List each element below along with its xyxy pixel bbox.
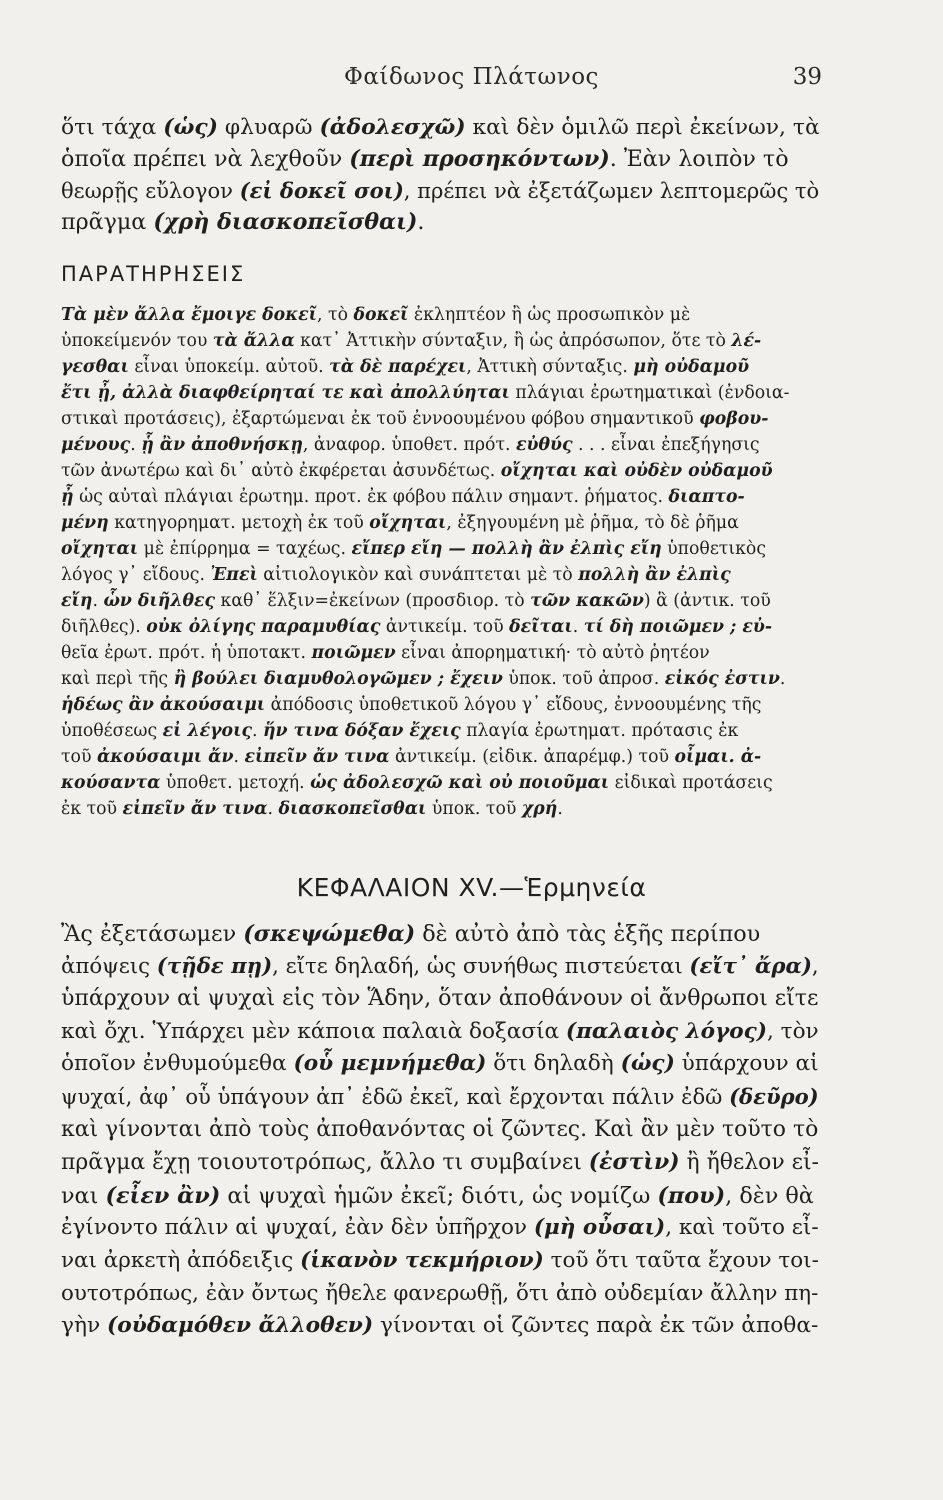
- text-segment: ) ἃ (ἀντικ. τοῦ: [643, 591, 771, 611]
- text-line: [61, 918, 823, 951]
- text-line: [61, 1278, 823, 1311]
- text-segment: ἀντικείμ. (εἰδικ. ἀπαρέμφ.) τοῦ: [389, 747, 675, 767]
- greek-original-term: ἀκούσαιμι ἄν: [96, 747, 234, 767]
- text-segment: ἐκληπτέον ἢ ὡς προσωπικὸν μὲ: [408, 305, 691, 325]
- running-title: Φαίδωνος Πλάτωνος: [344, 64, 599, 90]
- text-line: [61, 1048, 823, 1081]
- text-segment: .: [557, 799, 563, 819]
- text-line: [61, 1245, 823, 1278]
- text-line: [61, 718, 823, 744]
- greek-original-term: (εἶεν ἂν): [105, 1182, 221, 1209]
- text-segment: .: [92, 591, 104, 611]
- greek-original-term: γεσθαι: [61, 357, 129, 377]
- text-segment: γίνονται οἱ ζῶντες παρὰ ἐκ τῶν ἀποθα-: [373, 1313, 819, 1339]
- text-segment: ναι ἀρκετὴ ἀπόδειξις: [61, 1247, 301, 1273]
- text-segment: ἢ ἤθελον εἶ-: [679, 1150, 819, 1176]
- text-segment: ψυχαί, ἀφ᾽ οὗ ὑπάγουν ἀπ᾽ ἐδῶ ἐκεῖ, καὶ ἔρχονται πάλιν ἐδῶ: [61, 1083, 730, 1109]
- text-segment: καὶ ὄχι. Ὑπάρχει μὲν κάποια παλαιὰ δοξασία: [61, 1018, 566, 1044]
- greek-original-term: τί δὴ ποιῶμεν ; εὐ-: [583, 617, 773, 637]
- text-segment: ὁποῖα πρέπει νὰ λεχθοῦν: [61, 145, 350, 172]
- greek-original-term: ᾖ: [61, 487, 74, 507]
- greek-original-term: λέ-: [731, 331, 762, 351]
- text-line: [61, 588, 823, 614]
- text-segment: Ἂς ἐξετάσωμεν: [61, 921, 244, 947]
- chapter-title: ΚΕΦΑΛΑΙΟΝ XV.—Ἑρμηνεία: [296, 873, 647, 902]
- text-segment: αἰτιολογικὸν καὶ συνάπτεται μὲ τὸ: [257, 565, 579, 585]
- greek-original-term: ᾗ ἂν ἀποθνήσκῃ: [141, 435, 303, 455]
- greek-original-term: οἴχηται: [61, 539, 139, 559]
- text-line: [61, 614, 823, 640]
- greek-original-term: ποιῶμεν: [311, 643, 396, 663]
- text-segment: ὑποκ. τοῦ: [426, 799, 522, 819]
- text-segment: .: [417, 208, 425, 235]
- text-segment: .: [251, 721, 263, 741]
- text-segment: ὑποθετικὸς: [661, 539, 766, 559]
- text-segment: ,: [811, 953, 819, 979]
- greek-original-term: τὰ δὲ παρέχει: [329, 357, 467, 377]
- text-segment: . Ἐὰν λοιπὸν τὸ: [609, 145, 789, 172]
- greek-original-term: (ἐστὶν): [588, 1149, 680, 1176]
- text-segment: καὶ δὲν ὁμιλῶ περὶ ἐκείνων, τὰ: [465, 115, 820, 140]
- greek-original-term: εἰκός ἐστιν: [664, 669, 780, 689]
- greek-original-term: ἥν τινα δόξαν ἔχεις: [262, 721, 461, 741]
- text-segment: εἶναι ἀπορηματική· τὸ αὐτὸ ῥητέον: [395, 643, 710, 663]
- text-segment: διῆλθες).: [61, 617, 147, 637]
- running-head: [0, 60, 943, 96]
- text-segment: ὑπάρχουν αἱ ψυχαὶ εἰς τὸν Ἅδην, ὅταν ἀποθάνουν οἱ ἄνθρωποι εἴτε: [61, 986, 819, 1012]
- greek-original-term: δοκεῖ: [353, 305, 409, 325]
- text-line: [61, 458, 823, 484]
- greek-original-term: ἔτι ᾖ, ἀλλὰ διαφθείρηταί τε καὶ ἀπολλύηται: [61, 383, 510, 403]
- greek-original-term: (ὡς): [620, 1051, 675, 1077]
- text-line: [61, 175, 823, 207]
- text-line: [61, 562, 823, 588]
- greek-original-term: χρή: [521, 799, 558, 819]
- text-segment: .: [130, 435, 142, 455]
- greek-original-term: εἴπερ εἴη — πολλὴ ἂν ἐλπὶς εἴη: [351, 539, 662, 559]
- text-line: [61, 640, 823, 666]
- text-segment: εἶναι ὑποκείμ. αὐτοῦ.: [128, 357, 330, 377]
- page-number: 39: [792, 64, 822, 90]
- greek-original-term: οὐκ ὀλίγης παραμυθίας: [146, 617, 381, 637]
- greek-original-term: (δεῦρο): [729, 1083, 819, 1109]
- text-segment: θεῖα ἐρωτ. πρότ. ἡ ὑποτακτ.: [61, 643, 312, 663]
- text-segment: .: [233, 747, 245, 767]
- text-segment: ὅτι δηλαδὴ: [486, 1051, 621, 1077]
- text-line: [61, 380, 823, 406]
- greek-original-term: διαπτο-: [668, 487, 745, 507]
- text-line: [61, 144, 823, 176]
- text-segment: δὲ αὐτὸ ἀπὸ τὰς ἑξῆς περίπου: [415, 921, 761, 947]
- text-segment: κατηγορηματ. μετοχὴ ἐκ τοῦ: [108, 513, 370, 533]
- text-segment: μὲ ἐπίρρημα = ταχέως.: [138, 539, 352, 559]
- text-line: [61, 1146, 823, 1180]
- text-line: [61, 207, 823, 239]
- text-segment: τῶν ἀνωτέρω καὶ δι᾽ αὐτὸ ἐκφέρεται ἀσυνδέτως.: [61, 461, 501, 481]
- greek-original-term: εἴη: [61, 591, 93, 611]
- text-segment: κατ᾽ Ἀττικὴν σύνταξιν, ἢ ὡς ἀπρόσωπον, ὅτε τὸ: [294, 331, 732, 351]
- text-line: [61, 983, 823, 1016]
- greek-original-term: κούσαντα: [61, 773, 161, 793]
- greek-original-term: μὴ οὐδαμοῦ: [633, 357, 750, 377]
- text-line: [61, 796, 823, 822]
- text-segment: πλάγιαι ἐρωτηματικαὶ (ἐνδοια-: [509, 383, 790, 403]
- text-segment: ἀντικείμ. τοῦ: [380, 617, 510, 637]
- text-segment: ὅτι τάχα: [61, 115, 164, 140]
- text-segment: ὑποθέσεως: [61, 721, 163, 741]
- translation-paragraph-continued: [61, 112, 823, 238]
- text-line: [61, 510, 823, 536]
- greek-original-term: εἰπεῖν ἄν τινα: [122, 799, 268, 819]
- text-segment: εἰδικαὶ προτάσεις: [609, 773, 773, 793]
- greek-original-term: πολλὴ ἂν ἐλπὶς: [578, 565, 731, 585]
- greek-original-term: εἰ λέγοις: [162, 721, 252, 741]
- greek-original-term: (παλαιὸς λόγος): [565, 1018, 767, 1044]
- chapter-translation-paragraph: [61, 918, 823, 1343]
- text-segment: γὴν: [61, 1313, 108, 1339]
- text-line: [61, 1180, 823, 1213]
- text-segment: .: [267, 799, 279, 819]
- greek-original-term: (οὐδαμόθεν ἄλλοθεν): [107, 1313, 374, 1339]
- text-segment: αἱ ψυχαὶ ἡμῶν ἐκεῖ; διότι, ὡς νομίζω: [220, 1182, 658, 1209]
- greek-original-term: εὐθύς: [516, 435, 573, 455]
- text-segment: , καὶ τοῦτο εἶ-: [665, 1215, 819, 1241]
- text-segment: ὑποκ. τοῦ ἀπροσ.: [502, 669, 665, 689]
- text-segment: , Ἀττικὴ σύνταξις.: [466, 357, 634, 377]
- text-segment: ὁποῖον ἐνθυμούμεθα: [61, 1051, 294, 1077]
- greek-original-term: (ὡς): [163, 115, 218, 140]
- text-segment: καὶ περὶ τῆς: [61, 669, 174, 689]
- greek-original-term: (τῇδε πῃ): [156, 953, 273, 979]
- greek-original-term: (οὗ μεμνήμεθα): [293, 1051, 487, 1077]
- greek-original-term: (εἰ δοκεῖ σοι): [239, 178, 404, 203]
- greek-original-term: φοβου-: [699, 409, 769, 429]
- text-line: [61, 536, 823, 562]
- text-line: [61, 744, 823, 770]
- greek-original-term: τῶν κακῶν: [530, 591, 644, 611]
- text-segment: στικαὶ προτάσεις), ἐξαρτώμεναι ἐκ τοῦ ἐννοουμένου φόβου σημαντικοῦ: [61, 409, 700, 429]
- text-segment: . . . εἶναι ἐπεξήγησις: [572, 435, 760, 455]
- greek-original-term: μένη: [61, 513, 109, 533]
- text-segment: ἐγίνοντο πάλιν αἱ ψυχαί, ἐὰν δὲν ὑπῆρχον: [61, 1215, 534, 1241]
- text-line: [61, 432, 823, 458]
- greek-original-term: Τὰ μὲν ἄλλα ἔμοιγε δοκεῖ: [61, 305, 318, 325]
- greek-original-term: διασκοπεῖσθαι: [278, 799, 427, 819]
- greek-original-term: οἴχηται: [369, 513, 447, 533]
- text-segment: , ἀναφορ. ὑποθετ. πρότ.: [302, 435, 517, 455]
- greek-original-term: ἢ βούλει διαμυθολογῶμεν ; ἔχειν: [173, 669, 503, 689]
- greek-original-term: (που): [657, 1182, 726, 1209]
- text-segment: , δὲν θὰ: [725, 1182, 814, 1209]
- text-segment: ναι: [61, 1182, 106, 1209]
- text-line: [61, 666, 823, 692]
- text-segment: ὑπάρχουν αἱ: [674, 1051, 819, 1077]
- greek-original-term: (μὴ οὖσαι): [533, 1215, 666, 1241]
- greek-original-term: οἴχηται καὶ οὐδὲν οὐδαμοῦ: [500, 461, 773, 481]
- text-line: [61, 1016, 823, 1049]
- text-segment: ἐκ τοῦ: [61, 799, 123, 819]
- greek-original-term: εἰπεῖν ἄν τινα: [244, 747, 390, 767]
- text-line: [61, 328, 823, 354]
- text-segment: ὡς αὐταὶ πλάγιαι ἐρωτημ. προτ. ἐκ φόβου πάλιν σημαντ. ῥήματος.: [73, 487, 669, 507]
- greek-original-term: Ἐπεὶ: [210, 565, 258, 585]
- greek-original-term: ὡς ἀδολεσχῶ καὶ οὐ ποιοῦμαι: [310, 773, 610, 793]
- text-segment: ὑποθετ. μετοχή.: [160, 773, 311, 793]
- text-segment: , τὸ: [317, 305, 354, 325]
- text-segment: ἀπόψεις: [61, 953, 157, 979]
- text-line: [61, 112, 823, 144]
- text-segment: ὑποκείμενόν του: [61, 331, 213, 351]
- text-segment: πρᾶγμα: [61, 208, 154, 235]
- text-line: [61, 354, 823, 380]
- text-segment: , ἐξηγουμένη μὲ ῥῆμα, τὸ δὲ ῥῆμα: [446, 513, 739, 533]
- greek-original-term: (σκεψώμεθα): [243, 921, 416, 947]
- text-segment: φλυαρῶ: [217, 115, 320, 140]
- text-segment: .: [779, 669, 786, 689]
- greek-original-term: (χρὴ διασκοπεῖσθαι): [153, 208, 418, 235]
- text-segment: καὶ γίνονται ἀπὸ τοὺς ἀποθανόντας οἱ ζῶντες. Καὶ ἂν μὲν τοῦτο τὸ: [61, 1116, 819, 1142]
- greek-original-term: τὰ ἄλλα: [212, 331, 295, 351]
- text-line: [61, 1114, 823, 1147]
- text-segment: πλαγία ἐρωτηματ. πρότασις ἐκ: [460, 721, 739, 741]
- greek-original-term: (εἴτ᾽ ἄρα): [689, 953, 812, 979]
- notes-heading: ΠΑΡΑΤΗΡΗΣΕΙΣ: [61, 262, 246, 286]
- text-segment: πρᾶγμα ἔχῃ τοιουτοτρόπως, ἄλλο τι συμβαίνει: [61, 1150, 589, 1176]
- text-segment: , τὸν: [766, 1018, 819, 1044]
- greek-original-term: (ἀδολεσχῶ): [319, 115, 466, 140]
- text-segment: καθ᾽ ἕλξιν=ἐκείνων (προσδιορ. τὸ: [215, 591, 531, 611]
- text-segment: τοῦ: [61, 747, 97, 767]
- greek-original-term: ὧν διῆλθες: [103, 591, 216, 611]
- text-line: [61, 406, 823, 432]
- greek-original-term: ἡδέως ἂν ἀκούσαιμι: [61, 695, 266, 715]
- greek-original-term: μένους: [61, 435, 131, 455]
- text-line: [61, 692, 823, 718]
- text-line: [61, 1212, 823, 1245]
- text-segment: θεωρῇς εὔλογον: [61, 178, 240, 203]
- text-segment: τοῦ ὅτι ταῦτα ἔχουν τοι-: [543, 1247, 819, 1273]
- text-segment: .: [572, 617, 584, 637]
- greek-original-term: δεῖται: [509, 617, 573, 637]
- text-line: [61, 951, 823, 984]
- text-segment: , πρέπει νὰ ἐξετάζωμεν λεπτομερῶς τὸ: [403, 178, 820, 203]
- text-line: [61, 1081, 823, 1114]
- text-segment: ουτοτρόπως, ἐὰν ὄντως ἤθελε φανερωθῇ, ὅτι ἀπὸ οὐδεμίαν ἄλλην πη-: [61, 1280, 819, 1306]
- text-segment: , εἴτε δηλαδή, ὡς συνήθως πιστεύεται: [272, 953, 690, 979]
- text-line: [61, 1310, 823, 1343]
- grammatical-notes: [61, 302, 823, 822]
- text-segment: ἀπόδοσις ὑποθετικοῦ λόγου γ᾽ εἴδους, ἐννοουμένης τῆς: [265, 695, 762, 715]
- greek-original-term: οἶμαι. ἀ-: [674, 747, 762, 767]
- text-line: [61, 770, 823, 796]
- greek-original-term: (περὶ προσηκόντων): [349, 145, 610, 172]
- text-line: [61, 302, 823, 328]
- text-line: [61, 484, 823, 510]
- text-segment: λόγος γ᾽ εἴδους.: [61, 565, 211, 585]
- greek-original-term: (ἱκανὸν τεκμήριον): [300, 1247, 544, 1273]
